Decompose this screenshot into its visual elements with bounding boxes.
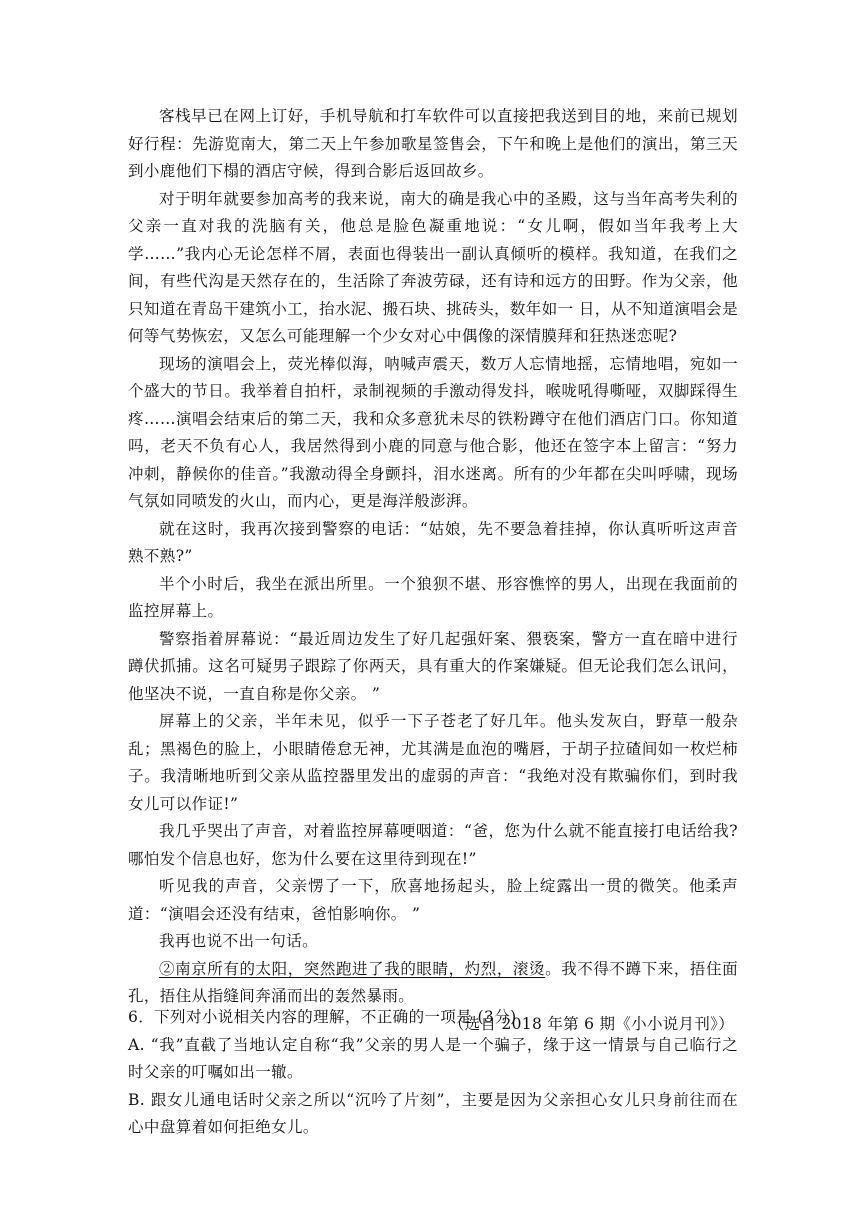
story-text xyxy=(128,103,738,1038)
paragraph-6: 警察指着屏幕说：“最近周边发生了好几起强奸案、猥亵案，警方一直在暗中进行蹲伏抓捕。这名可疑男子跟踪了你两天，具有重大的作案嫌疑。但无论我们怎么讯问，他坚决不说，一直自称是你父亲。 ” xyxy=(128,629,738,703)
option-b: B. 跟女儿通电话时父亲之所以“沉吟了片刻”，主要是因为父亲担心女儿只身前往而在心中盘算着如何拒绝女儿。 xyxy=(128,1090,738,1136)
paragraph-7: 屏幕上的父亲，半年未见，似乎一下子苍老了好几年。他头发灰白，野草一般杂乱；黑褐色的脸上，小眼睛倦怠无神，尤其满是血泡的嘴唇，于胡子拉碴间如一枚烂柿子。我清晰地听到父亲从监控器里发出的虚弱的声音：“我绝对没有欺骗你们，到时我女儿可以作证!” xyxy=(128,712,738,813)
paragraph-2: 对于明年就要参加高考的我来说，南大的确是我心中的圣殿，这与当年高考失利的父亲一直对我的洗脑有关，他总是脸色凝重地说：“女儿啊，假如当年我考上大学……”我内心无论怎样不屑，表面也得装出一副认真倾听的模样。我知道，在我们之间，有些代沟是天然存在的，生活除了奔波劳碌，还有诗和远方的田野。作为父亲，他只知道在青岛干建筑小工，抬水泥、搬石块、挑砖头，数年如一 日，从不知道演唱会是何等气势恢宏，又怎么可能理解一个少女对心中偶像的深情膜拜和狂热迷恋呢? xyxy=(128,189,738,345)
paragraph-5: 半个小时后，我坐在派出所里。一个狼狈不堪、形容憔悴的男人，出现在我面前的监控屏幕上。 xyxy=(128,574,738,620)
paragraph-9: 听见我的声音，父亲愣了一下，欣喜地扬起头，脸上绽露出一贯的微笑。他柔声道：“演唱会还没有结束，爸怕影响你。 ” xyxy=(128,877,738,923)
question-block xyxy=(128,1004,738,1142)
paragraph-3: 现场的演唱会上，荧光棒似海，呐喊声震天，数万人忘情地摇，忘情地唱，宛如一个盛大的节日。我举着自拍杆，录制视频的手激动得发抖，喉咙吼得嘶哑，双脚踩得生疼……演唱会结束后的第二天，我和众多意犹未尽的铁粉蹲守在他们酒店门口。你知道吗，老天不负有心人，我居然得到小鹿的同意与他合影，他还在签字本上留言：“努力冲刺，静候你的佳音。”我激动得全身颤抖，泪水迷离。所有的少年都在尖叫呼啸，现场气氛如同喷发的火山，而内心，更是海洋般澎湃。 xyxy=(128,354,738,510)
paragraph-10: 我再也说不出一句话。 xyxy=(159,932,319,950)
question-stem: 6．下列对小说相关内容的理解，不正确的一项是 (3分) xyxy=(128,1008,517,1026)
paragraph-11-rest: 。我不得不蹲下来，捂住面孔，捂住从指缝间奔涌而出的轰然暴雨。 xyxy=(128,959,738,1005)
option-a: A. “我”直截了当地认定自称“我”父亲的男人是一个骗子，缘于这一情景与自己临行之时父亲的叮嘱如出一辙。 xyxy=(128,1035,738,1081)
underlined-sentence: ②南京所有的太阳，突然跑进了我的眼睛，灼烈，滚烫 xyxy=(159,959,546,978)
paragraph-4: 就在这时，我再次接到警察的电话：“姑娘，先不要急着挂掉，你认真听听这声音熟不熟?” xyxy=(128,519,738,565)
paragraph-11 xyxy=(128,956,738,1011)
source-citation: （选自 2018 年第 6 期《小小说月刊》） xyxy=(448,1014,734,1033)
paragraph-1: 客栈早已在网上订好，手机导航和打车软件可以直接把我送到目的地，来前已规划好行程：先游览南大，第二天上午参加歌星签售会，下午和晚上是他们的演出，第三天到小鹿他们下榻的酒店守候，得到合影后返回故乡。 xyxy=(128,107,738,180)
paragraph-8: 我几乎哭出了声音，对着监控屏幕哽咽道：“爸，您为什么就不能直接打电话给我?哪怕发个信息也好，您为什么要在这里待到现在!” xyxy=(128,822,738,868)
